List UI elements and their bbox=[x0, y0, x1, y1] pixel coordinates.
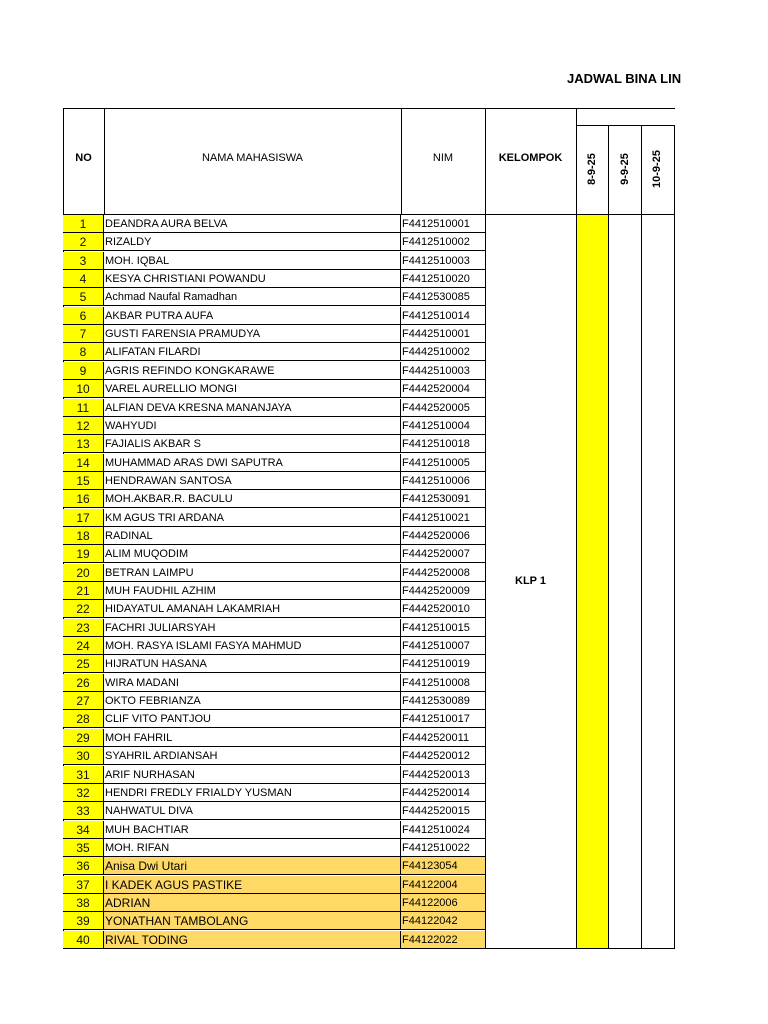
row-number: 2 bbox=[63, 233, 104, 251]
student-nim: F4412510014 bbox=[401, 307, 485, 325]
row-number: 15 bbox=[63, 472, 104, 490]
student-name: ALIFATAN FILARDI bbox=[104, 343, 401, 361]
student-name: HIDAYATUL AMANAH LAKAMRIAH bbox=[104, 600, 401, 618]
row-number: 6 bbox=[63, 307, 104, 325]
col-border-date2 bbox=[641, 125, 642, 949]
table-row bbox=[63, 564, 485, 582]
row-number: 7 bbox=[63, 325, 104, 343]
student-name: GUSTI FARENSIA PRAMUDYA bbox=[104, 325, 401, 343]
table-row bbox=[63, 270, 485, 288]
row-number: 39 bbox=[63, 912, 104, 930]
student-nim: F4412510008 bbox=[401, 674, 485, 692]
row-number: 23 bbox=[63, 619, 104, 637]
student-name: HENDRAWAN SANTOSA bbox=[104, 472, 401, 490]
student-name: DEANDRA AURA BELVA bbox=[104, 215, 401, 233]
header-group: KELOMPOK bbox=[498, 152, 563, 164]
student-nim: F4442510002 bbox=[401, 343, 485, 361]
student-name: RIZALDY bbox=[104, 233, 401, 251]
student-name: NAHWATUL DIVA bbox=[104, 802, 401, 820]
header-nim: NIM bbox=[432, 152, 454, 164]
student-name: AGRIS REFINDO KONGKARAWE bbox=[104, 362, 401, 380]
student-name: FACHRI JULIARSYAH bbox=[104, 619, 401, 637]
student-nim: F4442510001 bbox=[401, 325, 485, 343]
student-name: CLIF VITO PANTJOU bbox=[104, 710, 401, 728]
student-nim: F4412530085 bbox=[401, 288, 485, 306]
student-nim: F4442520006 bbox=[401, 527, 485, 545]
student-name: ALFIAN DEVA KRESNA MANANJAYA bbox=[104, 399, 401, 417]
student-nim: F4412510006 bbox=[401, 472, 485, 490]
table-row bbox=[63, 288, 485, 306]
student-nim: F4412510021 bbox=[401, 509, 485, 527]
table-row bbox=[63, 894, 485, 912]
table-row bbox=[63, 637, 485, 655]
header-name: NAMA MAHASISWA bbox=[201, 152, 304, 164]
student-name: ADRIAN bbox=[104, 894, 401, 912]
student-nim: F4442520010 bbox=[401, 600, 485, 618]
table-row bbox=[63, 325, 485, 343]
col-border-nim bbox=[485, 108, 486, 949]
table-row bbox=[63, 747, 485, 765]
student-nim: F44123054 bbox=[401, 857, 485, 875]
student-name: MOH. RIFAN bbox=[104, 839, 401, 857]
row-number: 24 bbox=[63, 637, 104, 655]
student-nim: F4442520012 bbox=[401, 747, 485, 765]
row-number: 27 bbox=[63, 692, 104, 710]
student-nim: F4442520015 bbox=[401, 802, 485, 820]
row-number: 26 bbox=[63, 674, 104, 692]
row-number: 34 bbox=[63, 821, 104, 839]
table-row bbox=[63, 710, 485, 728]
row-number: 5 bbox=[63, 288, 104, 306]
student-name: HIJRATUN HASANA bbox=[104, 655, 401, 673]
table-row bbox=[63, 912, 485, 930]
row-number: 18 bbox=[63, 527, 104, 545]
row-number: 19 bbox=[63, 545, 104, 563]
student-name: VAREL AURELLIO MONGI bbox=[104, 380, 401, 398]
student-nim: F4442520005 bbox=[401, 399, 485, 417]
row-number: 30 bbox=[63, 747, 104, 765]
row-number: 28 bbox=[63, 710, 104, 728]
student-name: ALIM MUQODIM bbox=[104, 545, 401, 563]
student-nim: F4412510024 bbox=[401, 821, 485, 839]
table-row bbox=[63, 252, 485, 270]
student-name: BETRAN LAIMPU bbox=[104, 564, 401, 582]
table-row bbox=[63, 472, 485, 490]
student-nim: F4412510004 bbox=[401, 417, 485, 435]
row-number: 10 bbox=[63, 380, 104, 398]
table-row bbox=[63, 802, 485, 820]
table-row bbox=[63, 655, 485, 673]
student-nim: F4412510020 bbox=[401, 270, 485, 288]
table-row bbox=[63, 784, 485, 802]
table-row bbox=[63, 821, 485, 839]
row-number: 8 bbox=[63, 343, 104, 361]
student-name: SYAHRIL ARDIANSAH bbox=[104, 747, 401, 765]
table-row bbox=[63, 454, 485, 472]
sheet-title: JADWAL BINA LIN bbox=[567, 71, 682, 86]
student-name: OKTO FEBRIANZA bbox=[104, 692, 401, 710]
table-row bbox=[63, 417, 485, 435]
row-number: 25 bbox=[63, 655, 104, 673]
row-number: 1 bbox=[63, 215, 104, 233]
student-nim: F44122006 bbox=[401, 894, 485, 912]
student-name: WAHYUDI bbox=[104, 417, 401, 435]
student-nim: F4442520014 bbox=[401, 784, 485, 802]
student-name: MOH.AKBAR.R. BACULU bbox=[104, 490, 401, 508]
row-number: 36 bbox=[63, 857, 104, 875]
table-row bbox=[63, 343, 485, 361]
date-header-top-border bbox=[576, 125, 675, 126]
student-name: KM AGUS TRI ARDANA bbox=[104, 509, 401, 527]
table-row bbox=[63, 215, 485, 233]
student-name: HENDRI FREDLY FRIALDY YUSMAN bbox=[104, 784, 401, 802]
row-number: 3 bbox=[63, 252, 104, 270]
table-row bbox=[63, 692, 485, 710]
table-row bbox=[63, 380, 485, 398]
col-border-date3 bbox=[674, 125, 675, 949]
student-name: MOH. IQBAL bbox=[104, 252, 401, 270]
student-nim: F4442510003 bbox=[401, 362, 485, 380]
table-top-border bbox=[63, 108, 675, 109]
student-nim: F4412510019 bbox=[401, 655, 485, 673]
student-nim: F4442520011 bbox=[401, 729, 485, 747]
student-name: Anisa Dwi Utari bbox=[104, 857, 401, 875]
row-number: 22 bbox=[63, 600, 104, 618]
student-nim: F4442520004 bbox=[401, 380, 485, 398]
student-name: Achmad Naufal Ramadhan bbox=[104, 288, 401, 306]
row-number: 13 bbox=[63, 435, 104, 453]
row-number: 32 bbox=[63, 784, 104, 802]
student-nim: F4412530091 bbox=[401, 490, 485, 508]
row-number: 20 bbox=[63, 564, 104, 582]
row-number: 14 bbox=[63, 454, 104, 472]
table-row bbox=[63, 876, 485, 894]
student-name: RIVAL TODING bbox=[104, 931, 401, 949]
table-row bbox=[63, 600, 485, 618]
student-nim: F4442520009 bbox=[401, 582, 485, 600]
table-row bbox=[63, 729, 485, 747]
table-row bbox=[63, 582, 485, 600]
table-row bbox=[63, 490, 485, 508]
student-nim: F4412530089 bbox=[401, 692, 485, 710]
row-number: 9 bbox=[63, 362, 104, 380]
table-row bbox=[63, 399, 485, 417]
table-row bbox=[63, 307, 485, 325]
table-row bbox=[63, 857, 485, 875]
row-number: 29 bbox=[63, 729, 104, 747]
student-name: MOH FAHRIL bbox=[104, 729, 401, 747]
table-row bbox=[63, 674, 485, 692]
student-nim: F4442520007 bbox=[401, 545, 485, 563]
student-name: YONATHAN TAMBOLANG bbox=[104, 912, 401, 930]
date-header-1: 8-9-25 bbox=[586, 153, 598, 185]
col-border-date1 bbox=[608, 125, 609, 949]
table-row bbox=[63, 931, 485, 949]
row-number: 37 bbox=[63, 876, 104, 894]
student-nim: F4442520013 bbox=[401, 766, 485, 784]
row-number: 17 bbox=[63, 509, 104, 527]
student-nim: F4412510017 bbox=[401, 710, 485, 728]
row-number: 11 bbox=[63, 399, 104, 417]
date-header-2: 9-9-25 bbox=[619, 153, 631, 185]
row-number: 40 bbox=[63, 931, 104, 949]
row-number: 4 bbox=[63, 270, 104, 288]
header-no: NO bbox=[75, 152, 92, 164]
student-name: MUHAMMAD ARAS DWI SAPUTRA bbox=[104, 454, 401, 472]
student-name: KESYA CHRISTIANI POWANDU bbox=[104, 270, 401, 288]
table-row bbox=[63, 233, 485, 251]
table-row bbox=[63, 839, 485, 857]
student-nim: F44122004 bbox=[401, 876, 485, 894]
row-number: 21 bbox=[63, 582, 104, 600]
student-nim: F4412510005 bbox=[401, 454, 485, 472]
table-row bbox=[63, 435, 485, 453]
table-row bbox=[63, 509, 485, 527]
row-number: 35 bbox=[63, 839, 104, 857]
student-nim: F4412510007 bbox=[401, 637, 485, 655]
table-row bbox=[63, 527, 485, 545]
table-row bbox=[63, 766, 485, 784]
row-number: 38 bbox=[63, 894, 104, 912]
table-row bbox=[63, 619, 485, 637]
date-header-3: 10-9-25 bbox=[651, 150, 663, 188]
student-name: MOH. RASYA ISLAMI FASYA MAHMUD bbox=[104, 637, 401, 655]
date-column-1-fill bbox=[577, 215, 608, 948]
student-nim: F4412510018 bbox=[401, 435, 485, 453]
row-number: 16 bbox=[63, 490, 104, 508]
group-label: KLP 1 bbox=[515, 575, 546, 587]
student-nim: F44122022 bbox=[401, 931, 485, 949]
student-nim: F44122042 bbox=[401, 912, 485, 930]
student-name: I KADEK AGUS PASTIKE bbox=[104, 876, 401, 894]
table-row bbox=[63, 362, 485, 380]
student-name: ARIF NURHASAN bbox=[104, 766, 401, 784]
student-name: WIRA MADANI bbox=[104, 674, 401, 692]
table-row bbox=[63, 545, 485, 563]
row-number: 31 bbox=[63, 766, 104, 784]
row-number: 12 bbox=[63, 417, 104, 435]
student-name: RADINAL bbox=[104, 527, 401, 545]
student-nim: F4412510015 bbox=[401, 619, 485, 637]
student-nim: F4442520008 bbox=[401, 564, 485, 582]
student-nim: F4412510022 bbox=[401, 839, 485, 857]
student-name: AKBAR PUTRA AUFA bbox=[104, 307, 401, 325]
student-nim: F4412510002 bbox=[401, 233, 485, 251]
student-nim: F4412510001 bbox=[401, 215, 485, 233]
row-number: 33 bbox=[63, 802, 104, 820]
student-name: FAJIALIS AKBAR S bbox=[104, 435, 401, 453]
student-name: MUH FAUDHIL AZHIM bbox=[104, 582, 401, 600]
student-name: MUH BACHTIAR bbox=[104, 821, 401, 839]
student-nim: F4412510003 bbox=[401, 252, 485, 270]
